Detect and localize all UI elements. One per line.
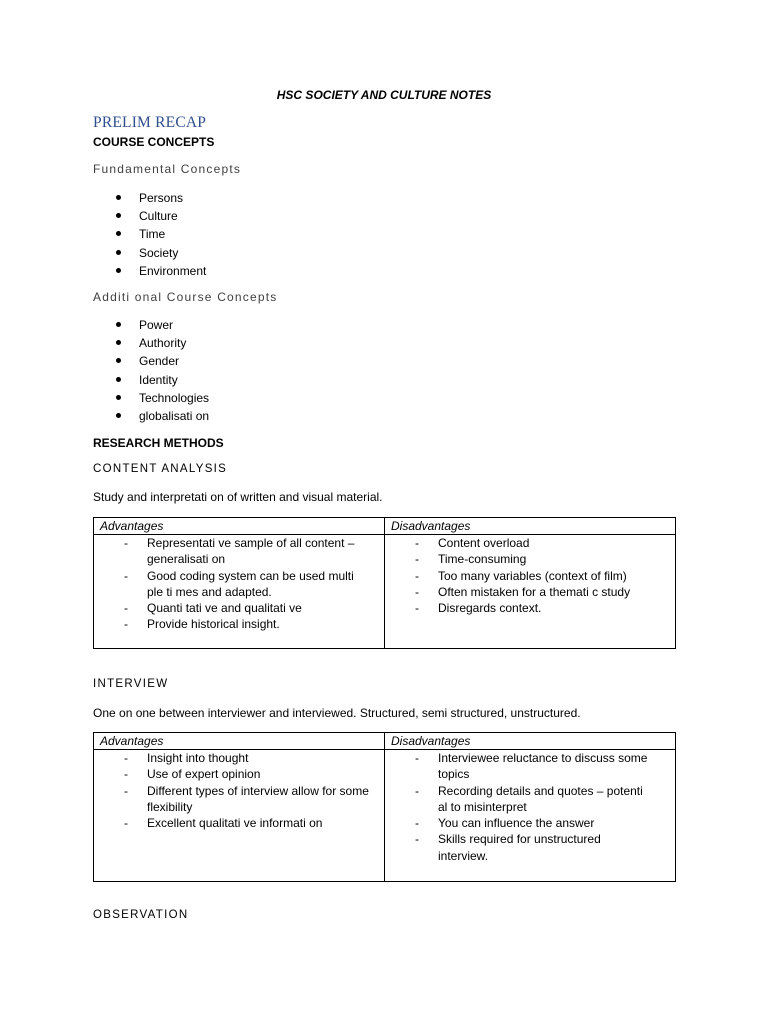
list-item: - Use of expert opinion xyxy=(124,767,261,782)
list-item: - Good coding system can be used multi ple ti mes and adapted. xyxy=(124,568,354,599)
list-item: Culture xyxy=(0,207,206,225)
list-item: Persons xyxy=(0,189,206,207)
list-item: - Interviewee reluctance to discuss some topics xyxy=(415,751,648,782)
list-item: Environment xyxy=(0,262,206,280)
heading-course-concepts: COURSE CONCEPTS xyxy=(93,135,215,149)
bullet-icon xyxy=(116,358,121,363)
list-item: - Disregards context. xyxy=(415,601,542,616)
table-header-row xyxy=(94,518,676,535)
list-item: - Provide historical insight. xyxy=(124,617,280,632)
list-item: - Different types of interview allow for some flexibility xyxy=(124,783,369,814)
list-item: Technologies xyxy=(0,389,209,407)
content-analysis-description: Study and interpretati on of written and visual material. xyxy=(93,490,383,504)
table-header-row xyxy=(94,733,676,750)
bullet-icon xyxy=(116,250,121,255)
table-row xyxy=(94,750,676,882)
bullet-icon xyxy=(116,268,121,273)
list-item: - Content overload xyxy=(415,536,530,550)
list-item: - Representati ve sample of all content – generalisati on xyxy=(124,536,355,567)
list-item: Power xyxy=(0,316,209,334)
bullet-icon xyxy=(116,322,121,327)
interview-description: One on one between interviewer and interviewed. Structured, semi structured, unstructured. xyxy=(93,706,581,720)
bullet-icon xyxy=(116,395,121,400)
disadvantages-header: Disadvantages xyxy=(385,518,676,535)
heading-interview: INTERVIEW xyxy=(93,678,169,690)
document-title: HSC SOCIETY AND CULTURE NOTES xyxy=(276,88,492,102)
heading-research-methods: RESEARCH METHODS xyxy=(93,436,224,450)
list-item: - Too many variables (context of film) xyxy=(415,568,627,583)
list-item: Gender xyxy=(0,352,209,370)
bullet-icon xyxy=(116,377,121,382)
heading-fundamental-concepts: Fundamental Concepts xyxy=(93,162,242,176)
list-item: Society xyxy=(0,244,206,262)
section-heading-prelim-recap: PRELIM RECAP xyxy=(93,114,207,131)
list-item: Authority xyxy=(0,334,209,352)
heading-content-analysis: CONTENT ANALYSIS xyxy=(93,463,228,475)
list-item: - Recording details and quotes – potenti al to misinterpret xyxy=(415,783,643,814)
list-item: - Often mistaken for a themati c study xyxy=(415,584,631,599)
list-item: Identity xyxy=(0,371,209,389)
interview-table xyxy=(93,732,676,882)
additional-concepts-list xyxy=(0,316,209,425)
list-item: - Time-consuming xyxy=(415,552,527,567)
bullet-icon xyxy=(116,213,121,218)
disadvantages-cell xyxy=(385,750,676,882)
heading-observation: OBSERVATION xyxy=(93,909,189,921)
list-item: - Skills required for unstructured interview. xyxy=(415,832,601,863)
list-item: - Insight into thought xyxy=(124,751,249,765)
disadvantages-header: Disadvantages xyxy=(385,733,676,750)
list-item: - You can influence the answer xyxy=(415,816,595,831)
list-item: globalisati on xyxy=(0,407,209,425)
disadvantages-cell xyxy=(385,535,676,649)
list-item: - Excellent qualitati ve informati on xyxy=(124,816,323,831)
list-item: - Quanti tati ve and qualitati ve xyxy=(124,601,302,616)
fundamental-concepts-list xyxy=(0,189,206,280)
advantages-cell xyxy=(94,750,385,882)
advantages-header: Advantages xyxy=(94,733,385,750)
content-analysis-table xyxy=(93,517,676,649)
advantages-header: Advantages xyxy=(94,518,385,535)
bullet-icon xyxy=(116,231,121,236)
table-row xyxy=(94,535,676,649)
advantages-cell xyxy=(94,535,385,649)
list-item: Time xyxy=(0,225,206,243)
bullet-icon xyxy=(116,413,121,418)
bullet-icon xyxy=(116,195,121,200)
bullet-icon xyxy=(116,340,121,345)
heading-additional-concepts: Additi onal Course Concepts xyxy=(93,290,278,304)
